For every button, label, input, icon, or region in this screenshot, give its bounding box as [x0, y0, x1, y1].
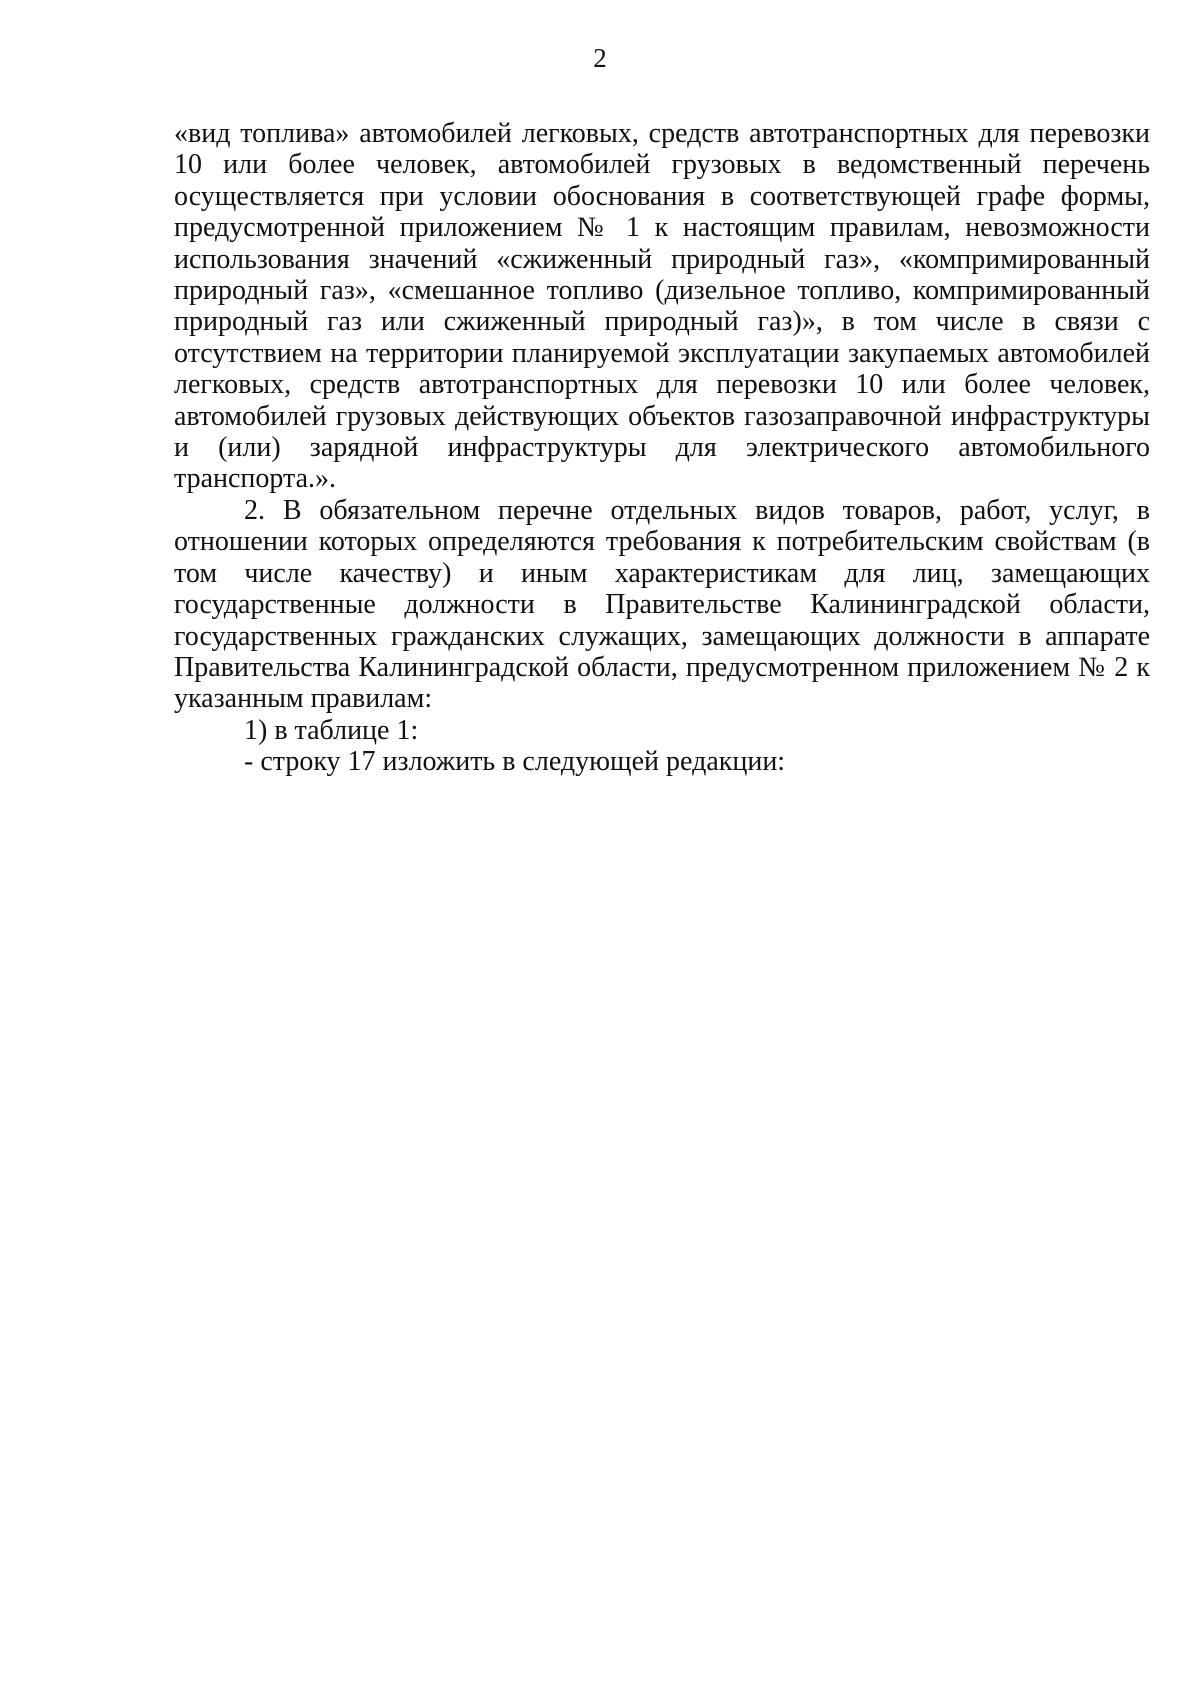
paragraph-item-2: 2. В обязательном перечне отдельных видов товаров, работ, услуг, в отношении которых определяются требования к потребительским свойствам (в том числе качеству) и иным характеристикам для лиц, замещающих государственные должности в Правительстве Калининградской области, государственных гражданских служащих, замещающих должности в аппарате Правительства Калининградской области, предусмотренном приложением № 2 к указанным правилам: [174, 494, 1150, 715]
paragraph-continuation: «вид топлива» автомобилей легковых, средств автотранспортных для перевозки 10 или более человек, автомобилей грузовых в ведомственный перечень осуществляется при условии обоснования в соответствующей графе формы, предусмотренной приложением № 1 к настоящим правилам, невозможности использования значений «сжиженный природный газ», «компримированный природный газ», «смешанное топливо (дизельное топливо, компримированный природный газ или сжиженный природный газ)», в том числе в связи с отсутствием на территории планируемой эксплуатации закупаемых автомобилей легковых, средств автотранспортных для перевозки 10 или более человек, автомобилей грузовых действующих объектов газозаправочной инфраструктуры и (или) зарядной инфраструктуры для электрического автомобильного транспорта.». [174, 118, 1150, 495]
paragraph-subitem-dash: - строку 17 изложить в следующей редакции: [244, 746, 786, 778]
page-number: 2 [593, 43, 607, 73]
paragraph-subitem-1: 1) в таблице 1: [244, 714, 419, 746]
document-body [174, 118, 1150, 778]
